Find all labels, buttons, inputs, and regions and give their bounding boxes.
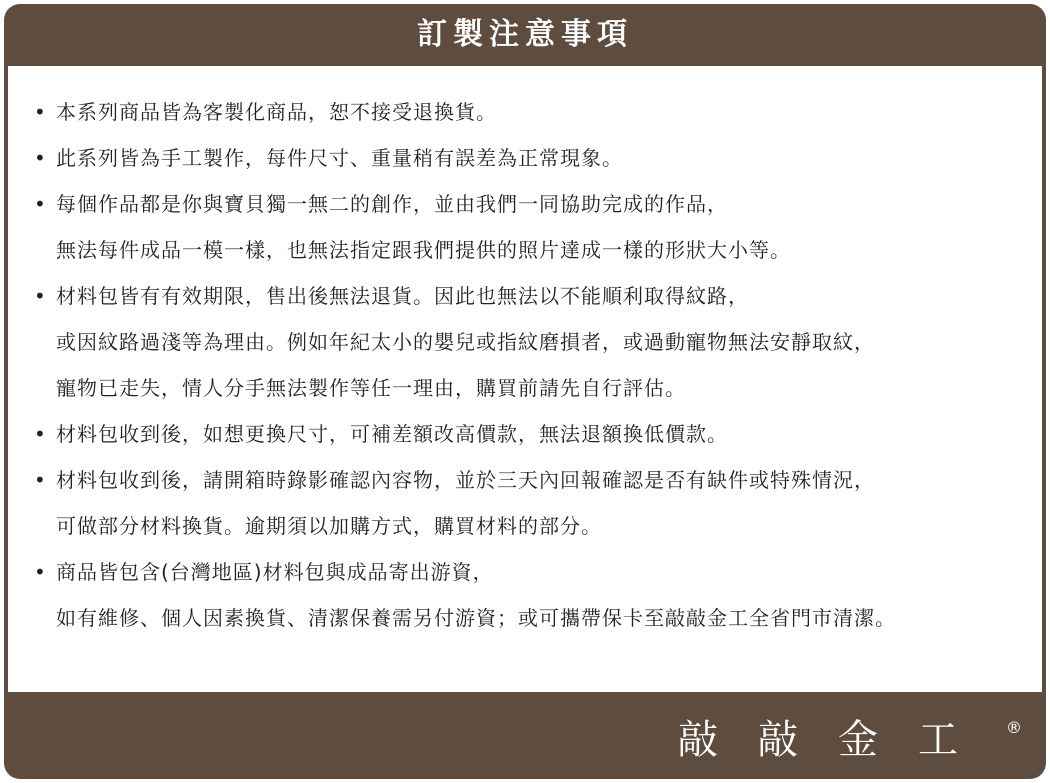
notice-frame [4, 4, 1046, 779]
notice-content [8, 66, 1042, 692]
bullet-icon: • [34, 422, 46, 446]
bullet-icon: • [34, 284, 46, 308]
note-line: 商品皆包含(台灣地區)材料包與成品寄出游資， [56, 560, 494, 584]
bullet-icon: • [34, 560, 46, 584]
note-line: 本系列商品皆為客製化商品，恕不接受退換貨。 [56, 100, 497, 124]
note-item [30, 142, 1035, 174]
note-line: 此系列皆為手工製作，每件尺寸、重量稍有誤差為正常現象。 [56, 146, 623, 170]
note-item [30, 464, 1035, 542]
note-line: 或因紋路過淺等為理由。例如年紀太小的嬰兒或指紋磨損者，或過動寵物無法安靜取紋， [56, 330, 875, 354]
note-line: 無法每件成品一模一樣，也無法指定跟我們提供的照片達成一樣的形狀大小等。 [56, 238, 791, 262]
note-line: 每個作品都是你與寶貝獨一無二的創作，並由我們一同協助完成的作品， [56, 192, 728, 216]
bullet-icon: • [34, 192, 46, 216]
bullet-icon: • [34, 468, 46, 492]
note-line: 材料包皆有有效期限，售出後無法退貨。因此也無法以不能順利取得紋路， [56, 284, 749, 308]
note-item [30, 280, 1035, 404]
note-line: 材料包收到後，請開箱時錄影確認內容物，並於三天內回報確認是否有缺件或特殊情況， [56, 468, 875, 492]
note-line: 如有維修、個人因素換貨、清潔保養需另付游資；或可攜帶保卡至敲敲金工全省門市清潔。 [56, 606, 896, 630]
page-title: 訂製注意事項 [417, 17, 633, 52]
bullet-icon: • [34, 146, 46, 170]
note-item [30, 418, 1035, 450]
note-line: 材料包收到後，如想更換尺寸，可補差額改高價款，無法退額換低價款。 [56, 422, 728, 446]
registered-mark: ® [1006, 718, 1022, 737]
notes-list [30, 96, 1035, 648]
brand-logo-text: 敲敲金工 [678, 717, 998, 763]
note-item [30, 188, 1035, 266]
note-item [30, 556, 1035, 634]
bullet-icon: • [34, 100, 46, 124]
note-line: 寵物已走失，情人分手無法製作等任一理由，購買前請先自行評估。 [56, 376, 686, 400]
note-line: 可做部分材料換貨。逾期須以加購方式，購買材料的部分。 [56, 514, 602, 538]
note-item [30, 96, 1035, 128]
